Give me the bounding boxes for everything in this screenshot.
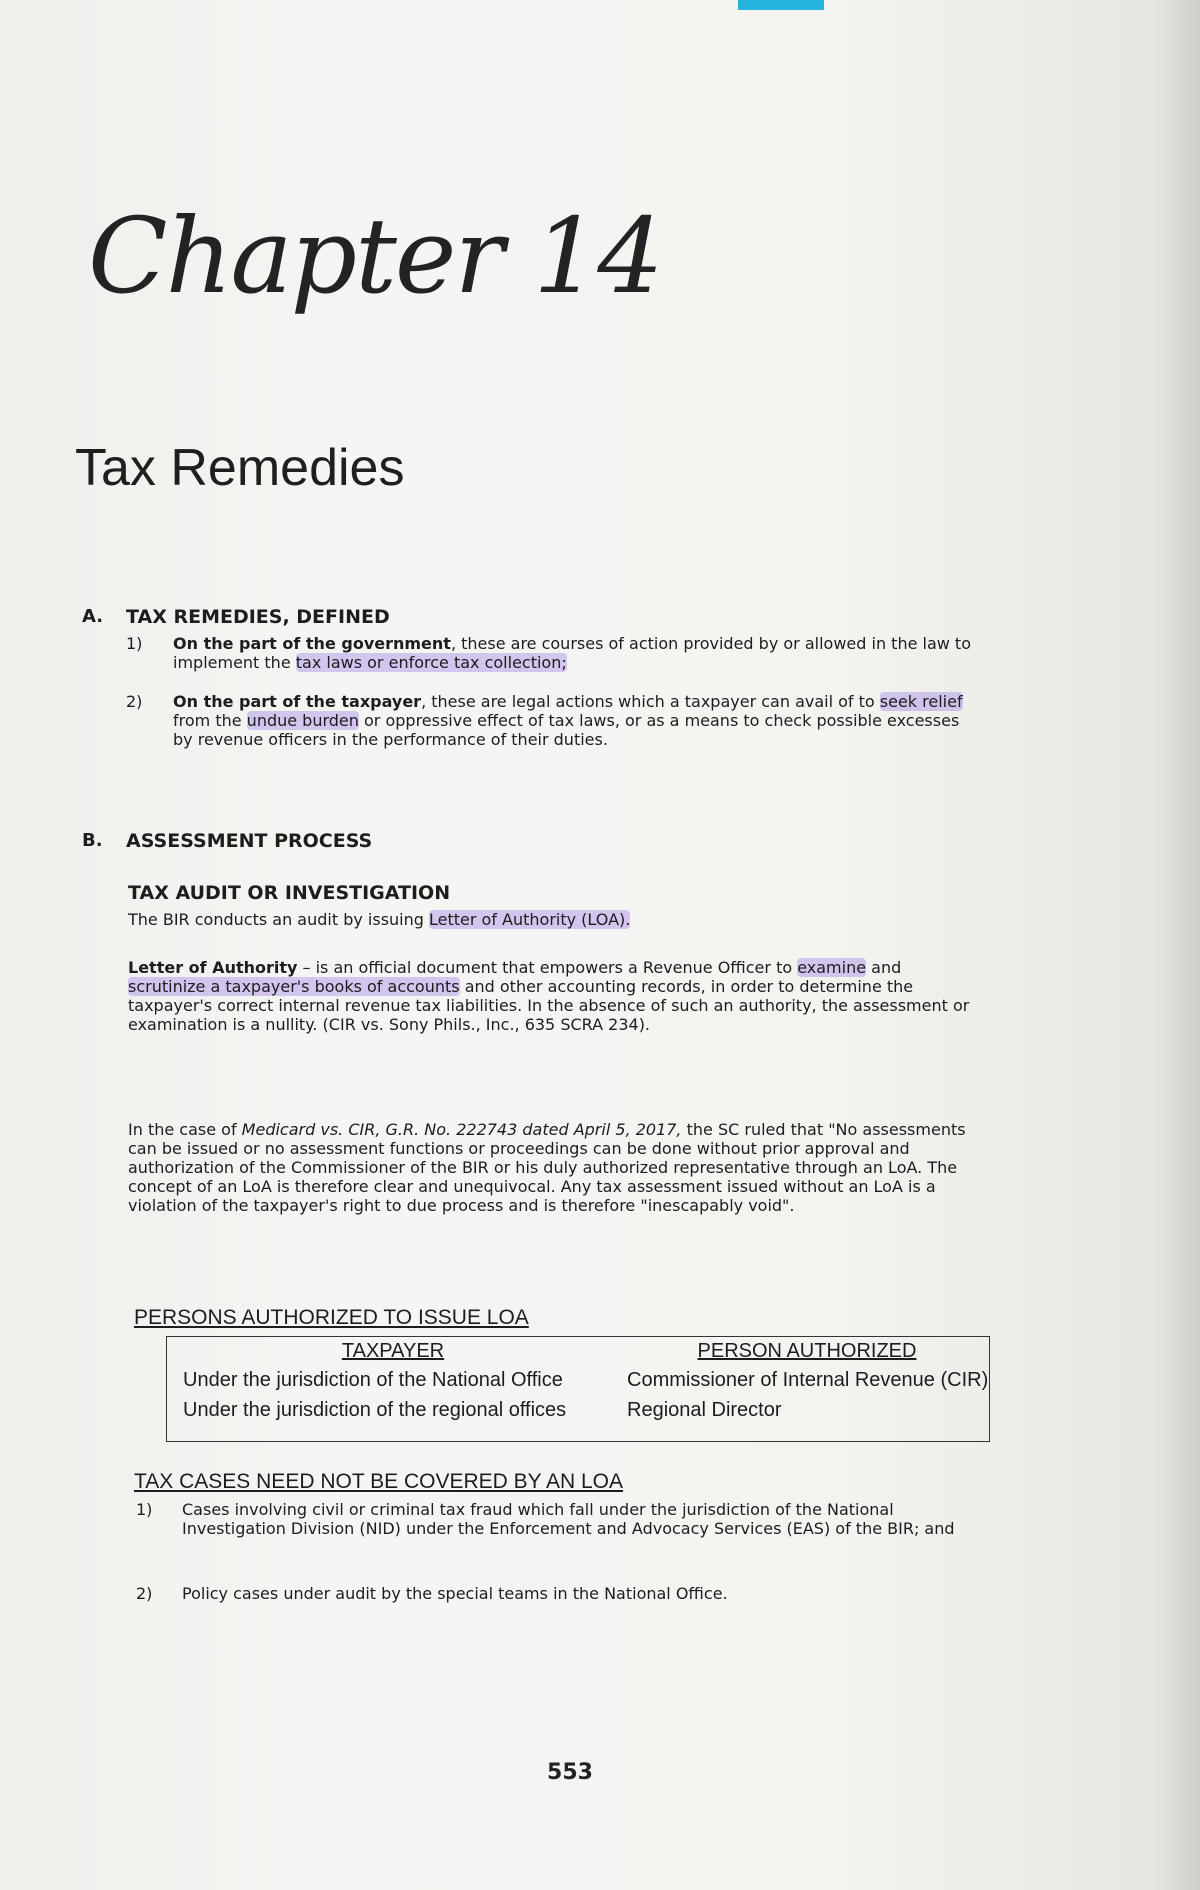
highlighted-text: examine	[797, 958, 867, 977]
section-title: Tax Remedies	[75, 439, 405, 497]
highlighted-text: Letter of Authority (LOA).	[429, 910, 631, 929]
highlighted-text: scrutinize a taxpayer's books of accounts	[128, 977, 460, 996]
list-number: 1)	[136, 1500, 153, 1519]
section-a-letter: A.	[82, 606, 104, 627]
tax-audit-subheading: TAX AUDIT OR INVESTIGATION	[128, 882, 451, 904]
paragraph-text: the SC ruled that "No assessments can be issued or no assessment functions or proceedings can be done without prior approval and authorization of the Commissioner of the BIR or his duly authorized representative through an LoA. The concept of an LoA is therefore clear and unequivocal. Any tax assessment issued without an LoA is a violation of the taxpayer's right to due process and is therefore "inescapably void".	[128, 1120, 966, 1215]
highlighted-text: seek relief	[879, 692, 963, 711]
medicard-paragraph	[128, 1120, 982, 1215]
paragraph-text: The BIR conducts an audit by issuing	[128, 910, 429, 929]
list-body: Cases involving civil or criminal tax fraud which fall under the jurisdiction of the National Investigation Division (NID) under the Enforcement and Advocacy Services (EAS) of the BIR; and	[182, 1500, 955, 1538]
table-cell: Commissioner of Internal Revenue (CIR)	[627, 1369, 989, 1391]
case-citation: G.R. No. 222743 dated April 5, 2017,	[380, 1120, 682, 1139]
list-body	[173, 634, 979, 672]
list-body: Policy cases under audit by the special teams in the National Office.	[182, 1584, 728, 1603]
term-lead: Letter of Authority	[128, 958, 298, 977]
section-a-title: TAX REMEDIES, DEFINED	[126, 606, 390, 628]
table-cell: Under the jurisdiction of the National Office	[183, 1369, 563, 1391]
item-text: from the	[173, 711, 247, 730]
table-cell: Under the jurisdiction of the regional offices	[183, 1399, 567, 1421]
table-header: PERSON AUTHORIZED	[697, 1340, 917, 1362]
table-cell: Regional Director	[627, 1399, 782, 1421]
paragraph-text: In the case of	[128, 1120, 242, 1139]
chapter-title: Chapter 14	[88, 195, 662, 317]
list-item	[0, 692, 1200, 812]
highlighted-text: tax laws or enforce tax collection;	[295, 653, 567, 672]
section-b-title: ASSESSMENT PROCESS	[126, 830, 373, 852]
highlighted-text: undue burden	[246, 711, 359, 730]
paragraph-text: – is an official document that empowers a Revenue Officer to	[297, 958, 798, 977]
section-a-heading	[0, 606, 1200, 634]
persons-authorized-heading: PERSONS AUTHORIZED TO ISSUE LOA	[134, 1306, 529, 1329]
list-item	[0, 634, 1200, 694]
list-number: 1)	[126, 634, 143, 653]
list-number: 2)	[136, 1584, 153, 1603]
audit-paragraph	[128, 910, 982, 929]
item-text: , these are legal actions which a taxpayer can avail of to	[421, 692, 880, 711]
item-lead: On the part of the government	[173, 634, 451, 653]
case-name: Medicard vs. CIR,	[241, 1120, 381, 1139]
loa-table	[166, 1336, 990, 1442]
section-b-letter: B.	[82, 830, 103, 851]
paragraph-text: and other accounting records, in order to determine the taxpayer's correct internal revenue tax liabilities. In the absence of such an authority, the assessment or examination is a nullity. (CIR vs. Sony Phils., Inc., 635 SCRA 234).	[128, 977, 970, 1034]
list-number: 2)	[126, 692, 143, 711]
list-item	[0, 1500, 1200, 1590]
item-text: , these are courses of action provided by or allowed in the law to implement the	[173, 634, 971, 672]
tax-cases-heading: TAX CASES NEED NOT BE COVERED BY AN LOA	[134, 1470, 623, 1493]
list-item	[0, 1584, 1200, 1614]
table-header: TAXPAYER	[341, 1340, 445, 1362]
person-authorized-column	[627, 1337, 987, 1425]
section-b-heading	[0, 830, 1200, 858]
list-body	[173, 692, 979, 749]
item-text: or oppressive effect of tax laws, or as a means to check possible excesses by revenue officers in the performance of their duties.	[173, 711, 960, 749]
page-number: 553	[547, 1760, 593, 1785]
paragraph-text: and	[866, 958, 902, 977]
page-tab-marker	[738, 0, 824, 10]
item-lead: On the part of the taxpayer	[173, 692, 422, 711]
taxpayer-column	[183, 1337, 603, 1425]
loa-definition-paragraph	[128, 958, 982, 1034]
